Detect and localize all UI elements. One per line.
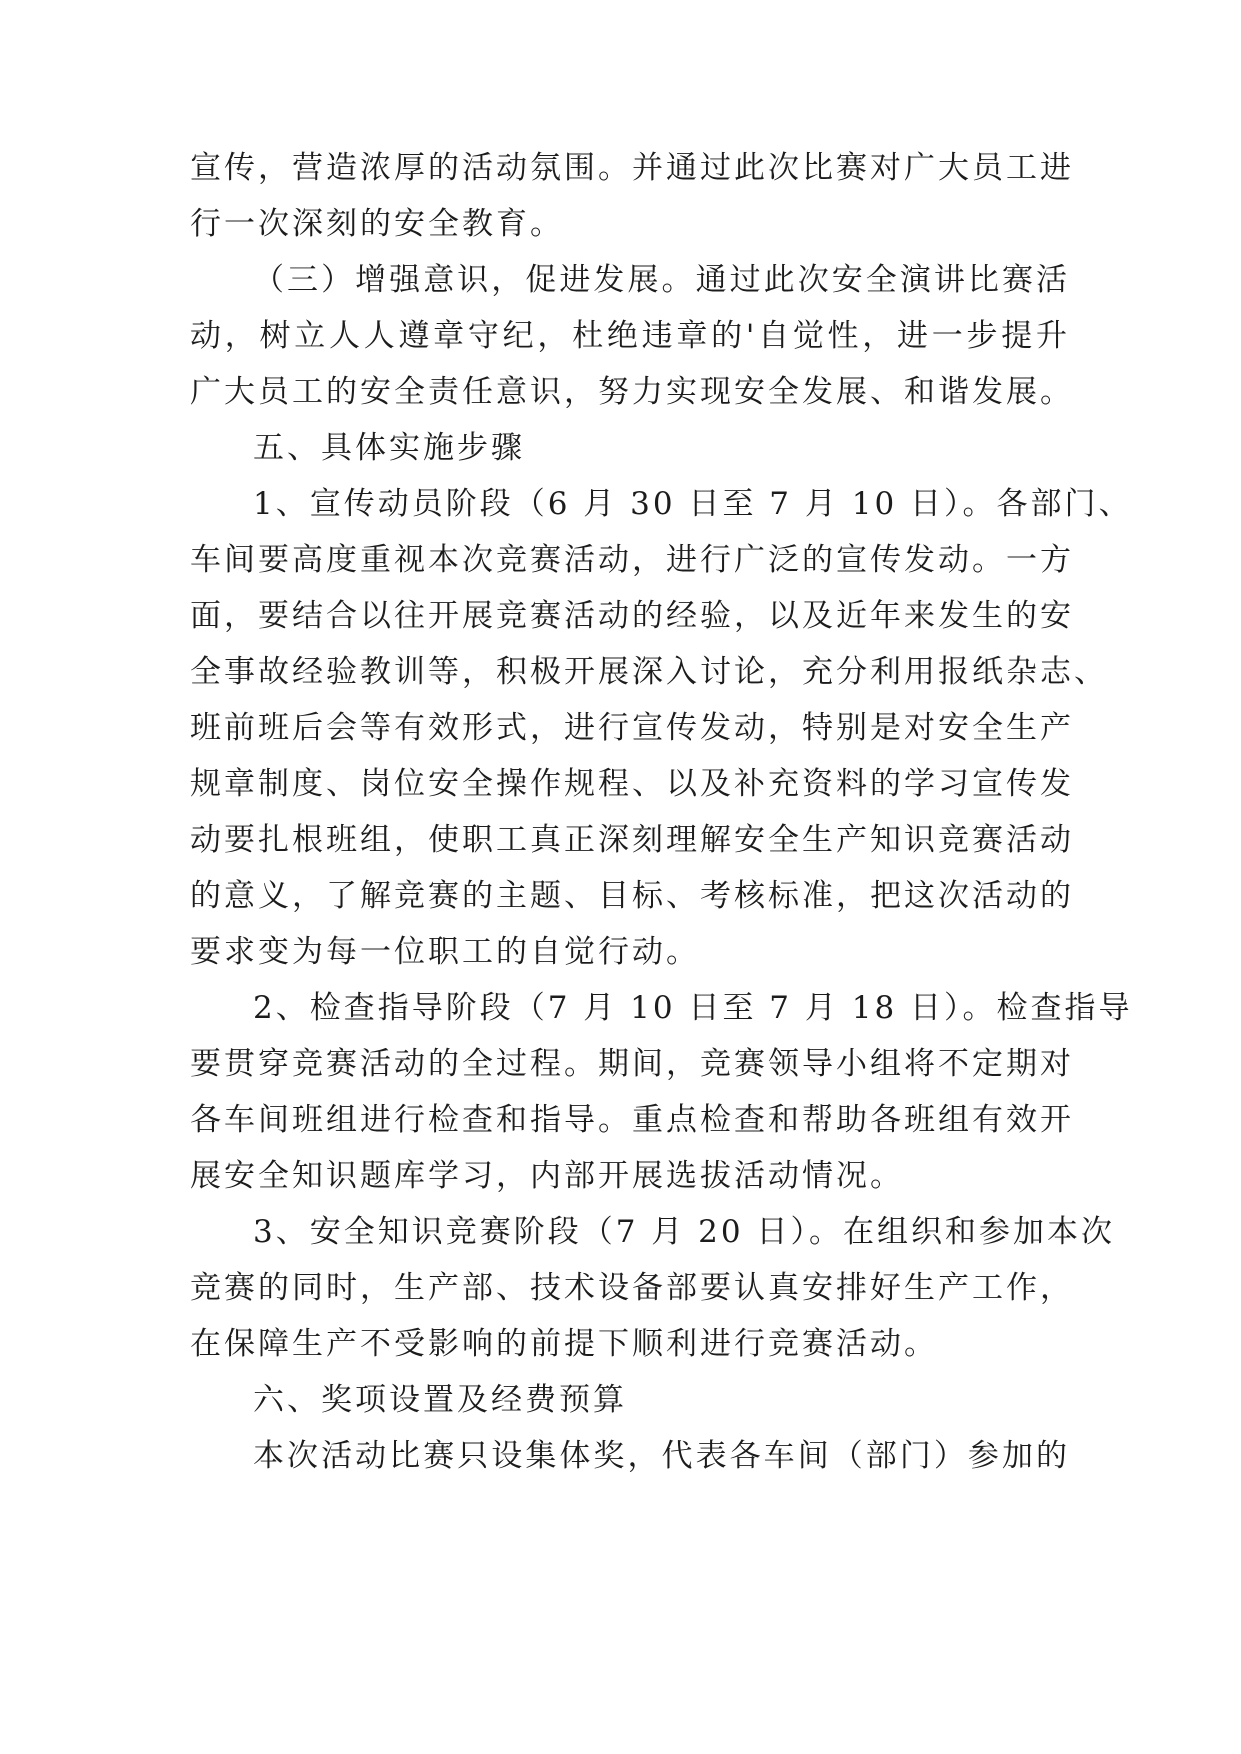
text-line: 班前班后会等有效形式，进行宣传发动，特别是对安全生产 (190, 710, 1074, 746)
text-line: 2、检查指导阶段（7 月 10 日至 7 月 18 日）。检查指导 (253, 990, 1133, 1026)
text-line: 各车间班组进行检查和指导。重点检查和帮助各班组有效开 (190, 1102, 1074, 1138)
text-line: 竞赛的同时，生产部、技术设备部要认真安排好生产工作， (190, 1270, 1074, 1306)
text-line: 面，要结合以往开展竞赛活动的经验，以及近年来发生的安 (190, 598, 1074, 634)
text-line: 全事故经验教训等，积极开展深入讨论，充分利用报纸杂志、 (190, 654, 1108, 690)
text-line: （三）增强意识，促进发展。通过此次安全演讲比赛活 (253, 262, 1070, 298)
text-line: 车间要高度重视本次竞赛活动，进行广泛的宣传发动。一方 (190, 542, 1074, 578)
text-line: 展安全知识题库学习，内部开展选拔活动情况。 (190, 1158, 904, 1194)
text-line: 宣传，营造浓厚的活动氛围。并通过此次比赛对广大员工进 (190, 150, 1074, 186)
section-heading: 六、奖项设置及经费预算 (253, 1382, 627, 1418)
text-line: 动，树立人人遵章守纪，杜绝违章的'自觉性，进一步提升 (190, 318, 1070, 354)
text-line: 的意义，了解竞赛的主题、目标、考核标准，把这次活动的 (190, 878, 1074, 914)
text-line: 规章制度、岗位安全操作规程、以及补充资料的学习宣传发 (190, 766, 1074, 802)
text-line: 动要扎根班组，使职工真正深刻理解安全生产知识竞赛活动 (190, 822, 1074, 858)
section-heading: 五、具体实施步骤 (253, 430, 525, 466)
text-line: 要贯穿竞赛活动的全过程。期间，竞赛领导小组将不定期对 (190, 1046, 1074, 1082)
text-line: 在保障生产不受影响的前提下顺利进行竞赛活动。 (190, 1326, 938, 1362)
text-line: 本次活动比赛只设集体奖，代表各车间（部门）参加的 (253, 1438, 1070, 1474)
text-line: 1、宣传动员阶段（6 月 30 日至 7 月 10 日）。各部门、 (253, 486, 1133, 522)
text-line: 行一次深刻的安全教育。 (190, 206, 564, 242)
text-line: 3、安全知识竞赛阶段（7 月 20 日）。在组织和参加本次 (253, 1214, 1115, 1250)
text-line: 要求变为每一位职工的自觉行动。 (190, 934, 700, 970)
text-line: 广大员工的安全责任意识，努力实现安全发展、和谐发展。 (190, 374, 1074, 410)
